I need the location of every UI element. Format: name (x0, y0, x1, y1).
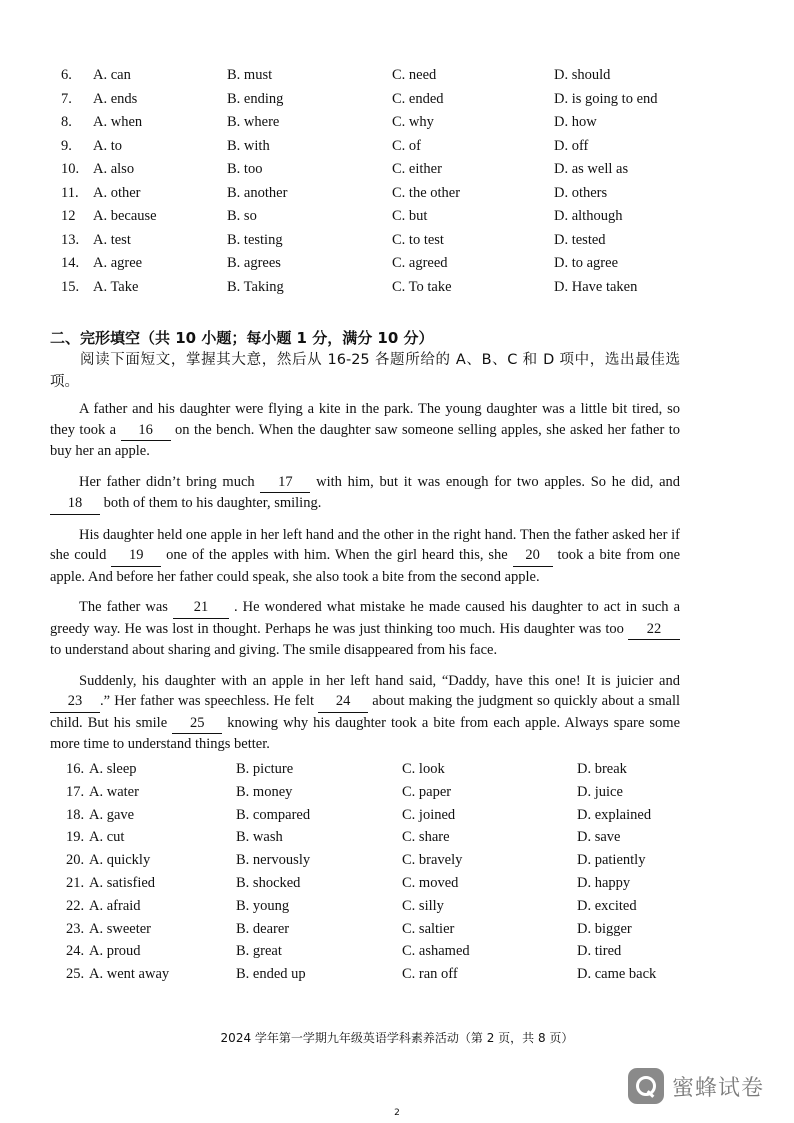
passage-text: . He wondered what mistake he made caused his daughter to act in such a greedy way. He was lost in thought. Perhaps he was just thinking too much. His daughter was too (50, 599, 681, 637)
question-number: 20. (66, 852, 85, 869)
option-a: A. ends (93, 90, 138, 107)
option-a: A. when (93, 114, 143, 130)
question-number: 19. (66, 829, 85, 846)
passage-text: about making the judgment so quickly about a small child. But his smile (50, 693, 681, 731)
option-row-6 (0, 67, 794, 91)
option-d: D. Have taken (554, 278, 638, 295)
option-row-21 (0, 875, 794, 898)
cloze-passage (50, 399, 680, 765)
option-d: D. happy (577, 874, 631, 891)
option-row-20 (0, 852, 794, 875)
blank-17: 17 (260, 472, 310, 494)
option-row-10 (0, 161, 794, 185)
blank-25: 25 (172, 713, 222, 735)
passage-text: .” Her father was speechless. He felt (100, 693, 315, 709)
question-number: 23. (66, 920, 85, 937)
option-c: C. paper (402, 783, 452, 800)
option-b: B. money (236, 783, 293, 800)
option-row-9 (0, 138, 794, 162)
question-number: 9. (61, 137, 72, 154)
option-row-14 (0, 255, 794, 279)
option-c: C. the other (392, 184, 461, 201)
option-row-15 (0, 279, 794, 303)
option-c: C. either (392, 161, 442, 177)
option-row-22 (0, 898, 794, 921)
option-b: B. must (227, 67, 273, 83)
option-b: B. another (227, 184, 288, 201)
blank-23: 23 (50, 691, 100, 713)
option-d: D. excited (577, 897, 637, 914)
search-magnifier-icon (628, 1068, 664, 1104)
option-d: D. explained (577, 806, 652, 823)
question-number: 6. (61, 67, 72, 83)
section-title: 二、完形填空（共 10 小题；每小题 1 分，满分 10 分） (50, 329, 434, 347)
option-c: C. look (402, 761, 445, 777)
option-b: B. where (227, 114, 280, 130)
option-c: C. of (392, 137, 421, 154)
option-row-24 (0, 943, 794, 966)
option-a: A. afraid (89, 897, 141, 914)
option-row-8 (0, 114, 794, 138)
blank-22: 22 (628, 619, 680, 641)
option-a: A. other (93, 184, 141, 201)
passage-text: knowing why his daughter took a bite from each apple. Always spare some more time to understand things better. (50, 714, 680, 752)
question-number: 16. (66, 761, 85, 777)
question-number: 8. (61, 114, 72, 130)
question-number: 22. (66, 897, 85, 914)
question-number: 17. (66, 783, 85, 800)
option-c: C. agreed (392, 255, 448, 271)
question-number: 12 (61, 208, 76, 224)
option-c: C. to test (392, 231, 444, 248)
option-a: A. can (93, 67, 131, 83)
option-d: D. should (554, 67, 611, 83)
option-b: B. wash (236, 829, 283, 846)
option-row-12 (0, 208, 794, 232)
option-row-18 (0, 807, 794, 830)
option-row-16 (0, 761, 794, 784)
option-a: A. cut (89, 829, 125, 846)
option-d: D. tested (554, 231, 606, 248)
option-row-25 (0, 966, 794, 989)
option-d: D. how (554, 114, 597, 130)
option-d: D. as well as (554, 161, 629, 177)
option-a: A. quickly (89, 852, 151, 869)
passage-text: on the bench. When the daughter saw someone selling apples, she asked her father to buy her an apple. (50, 421, 681, 459)
question-number: 14. (61, 255, 80, 271)
option-d: D. break (577, 761, 627, 777)
passage-paragraph-3 (50, 525, 680, 588)
option-row-23 (0, 921, 794, 944)
option-c: C. ashamed (402, 943, 470, 960)
option-c: C. ran off (402, 966, 458, 983)
watermark (628, 1068, 764, 1104)
option-d: D. others (554, 184, 608, 201)
question-number: 21. (66, 874, 85, 891)
page-footer: 2024 学年第一学期九年级英语学科素养活动（第 2 页，共 8 页） (220, 1031, 574, 1045)
blank-18: 18 (50, 493, 100, 515)
options-bottom (0, 761, 794, 989)
option-c: C. saltier (402, 920, 455, 937)
option-d: D. to agree (554, 255, 619, 271)
option-b: B. shocked (236, 874, 301, 891)
option-b: B. nervously (236, 852, 311, 869)
blank-19: 19 (111, 545, 161, 567)
option-c: C. need (392, 67, 437, 83)
question-number: 18. (66, 806, 85, 823)
option-b: B. great (236, 943, 282, 960)
question-number: 7. (61, 90, 72, 107)
passage-paragraph-1 (50, 399, 680, 462)
option-row-11 (0, 185, 794, 209)
option-a: A. agree (93, 255, 143, 271)
option-a: A. Take (93, 278, 139, 295)
option-b: B. so (227, 208, 257, 224)
passage-text: one of the apples with him. When the girl heard this, she (166, 547, 508, 563)
option-c: C. To take (392, 278, 452, 295)
option-c: C. moved (402, 874, 459, 891)
option-a: A. sweeter (89, 920, 152, 937)
option-row-7 (0, 91, 794, 115)
option-b: B. dearer (236, 920, 290, 937)
question-number: 11. (61, 184, 79, 201)
passage-text: both of them to his daughter, smiling. (103, 495, 322, 511)
passage-text: to understand about sharing and giving. The smile disappeared from his face. (50, 642, 498, 658)
option-c: C. bravely (402, 852, 463, 869)
passage-text: Her father didn’t bring much (79, 473, 255, 490)
blank-21: 21 (173, 597, 229, 619)
option-b: B. young (236, 897, 290, 914)
option-b: B. ending (227, 90, 284, 107)
option-b: B. ended up (236, 966, 306, 983)
passage-text: The father was (79, 599, 168, 615)
option-a: A. gave (89, 806, 135, 823)
option-d: D. off (554, 137, 589, 154)
option-a: A. water (89, 783, 139, 800)
option-a: A. because (93, 208, 157, 224)
question-number: 13. (61, 231, 80, 248)
option-d: D. is going to end (554, 90, 658, 107)
passage-text: His daughter held one apple in her left hand and the other in the right hand. Then the father asked her if she could (50, 526, 680, 563)
option-b: B. testing (227, 231, 283, 248)
option-b: B. agrees (227, 255, 281, 271)
options-top (0, 67, 794, 302)
option-a: A. sleep (89, 761, 137, 777)
passage-text: Suddenly, his daughter with an apple in her left hand said, “Daddy, have this one! It is juicier and (79, 672, 680, 689)
option-a: A. also (93, 161, 135, 177)
option-d: D. tired (577, 943, 622, 960)
option-c: C. why (392, 114, 434, 130)
option-a: A. proud (89, 943, 141, 960)
option-d: D. bigger (577, 920, 632, 937)
option-b: B. with (227, 137, 270, 154)
passage-paragraph-5 (50, 671, 680, 755)
question-number: 10. (61, 161, 80, 177)
blank-24: 24 (318, 691, 368, 713)
option-c: C. ended (392, 90, 444, 107)
passage-paragraph-4 (50, 597, 680, 661)
question-number: 25. (66, 966, 85, 983)
option-b: B. too (227, 161, 263, 177)
option-d: D. although (554, 208, 623, 224)
passage-paragraph-2 (50, 472, 680, 515)
option-a: A. to (93, 137, 122, 154)
option-c: C. silly (402, 897, 444, 914)
option-a: A. test (93, 231, 131, 248)
option-d: D. patiently (577, 852, 646, 869)
question-number: 15. (61, 278, 80, 295)
option-row-13 (0, 232, 794, 256)
option-d: D. save (577, 829, 621, 846)
option-c: C. share (402, 829, 450, 846)
option-c: C. joined (402, 806, 456, 823)
section-instruction: 阅读下面短文，掌握其大意，然后从 16-25 各题所给的 A、B、C 和 D 项中，选出最佳选项。 (50, 352, 680, 390)
passage-text: took a bite from one apple. And before her father could speak, she also took a bite from the second apple. (50, 547, 681, 585)
option-row-19 (0, 829, 794, 852)
option-b: B. Taking (227, 278, 284, 295)
option-d: D. juice (577, 783, 623, 800)
passage-text: with him, but it was enough for two apples. So he did, and (316, 473, 681, 490)
option-b: B. compared (236, 806, 311, 823)
blank-16: 16 (121, 420, 171, 442)
option-a: A. went away (89, 966, 170, 983)
blank-20: 20 (513, 545, 553, 567)
watermark-text: 蜜蜂试卷 (672, 1075, 765, 1101)
option-row-17 (0, 784, 794, 807)
option-d: D. came back (577, 966, 657, 983)
question-number: 24. (66, 943, 85, 960)
page-number: 2 (394, 1108, 400, 1118)
option-b: B. picture (236, 761, 294, 777)
option-c: C. but (392, 208, 428, 224)
passage-text: A father and his daughter were flying a kite in the park. The young daughter was a little bit tired, so they took a (50, 401, 680, 438)
option-a: A. satisfied (89, 874, 156, 891)
